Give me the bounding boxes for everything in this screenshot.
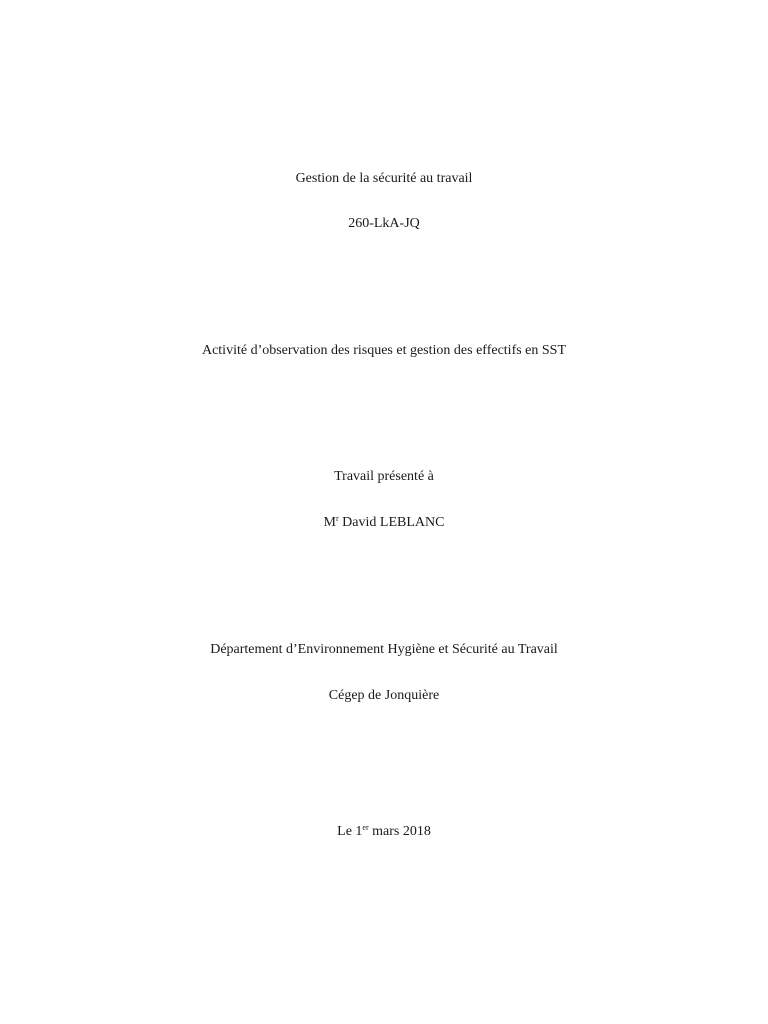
- teacher-title-superscript: r: [336, 514, 339, 523]
- date-prefix: Le 1: [337, 824, 363, 839]
- college-name: Cégep de Jonquière: [328, 688, 440, 703]
- activity-title: Activité d’observation des risques et gestion des effectifs en SST: [201, 343, 567, 358]
- department-name: Département d’Environnement Hygiène et Sécurité au Travail: [210, 642, 558, 657]
- course-code: 260-LkA-JQ: [348, 216, 420, 231]
- submission-date: [0, 823, 768, 841]
- date-ordinal-superscript: er: [362, 823, 369, 832]
- teacher-line: [0, 514, 768, 532]
- course-title: Gestion de la sécurité au travail: [295, 171, 473, 186]
- date-rest: mars 2018: [372, 824, 431, 839]
- presented-to-label: Travail présenté à: [334, 469, 434, 484]
- teacher-name: David LEBLANC: [342, 515, 445, 530]
- teacher-title: M: [323, 515, 336, 530]
